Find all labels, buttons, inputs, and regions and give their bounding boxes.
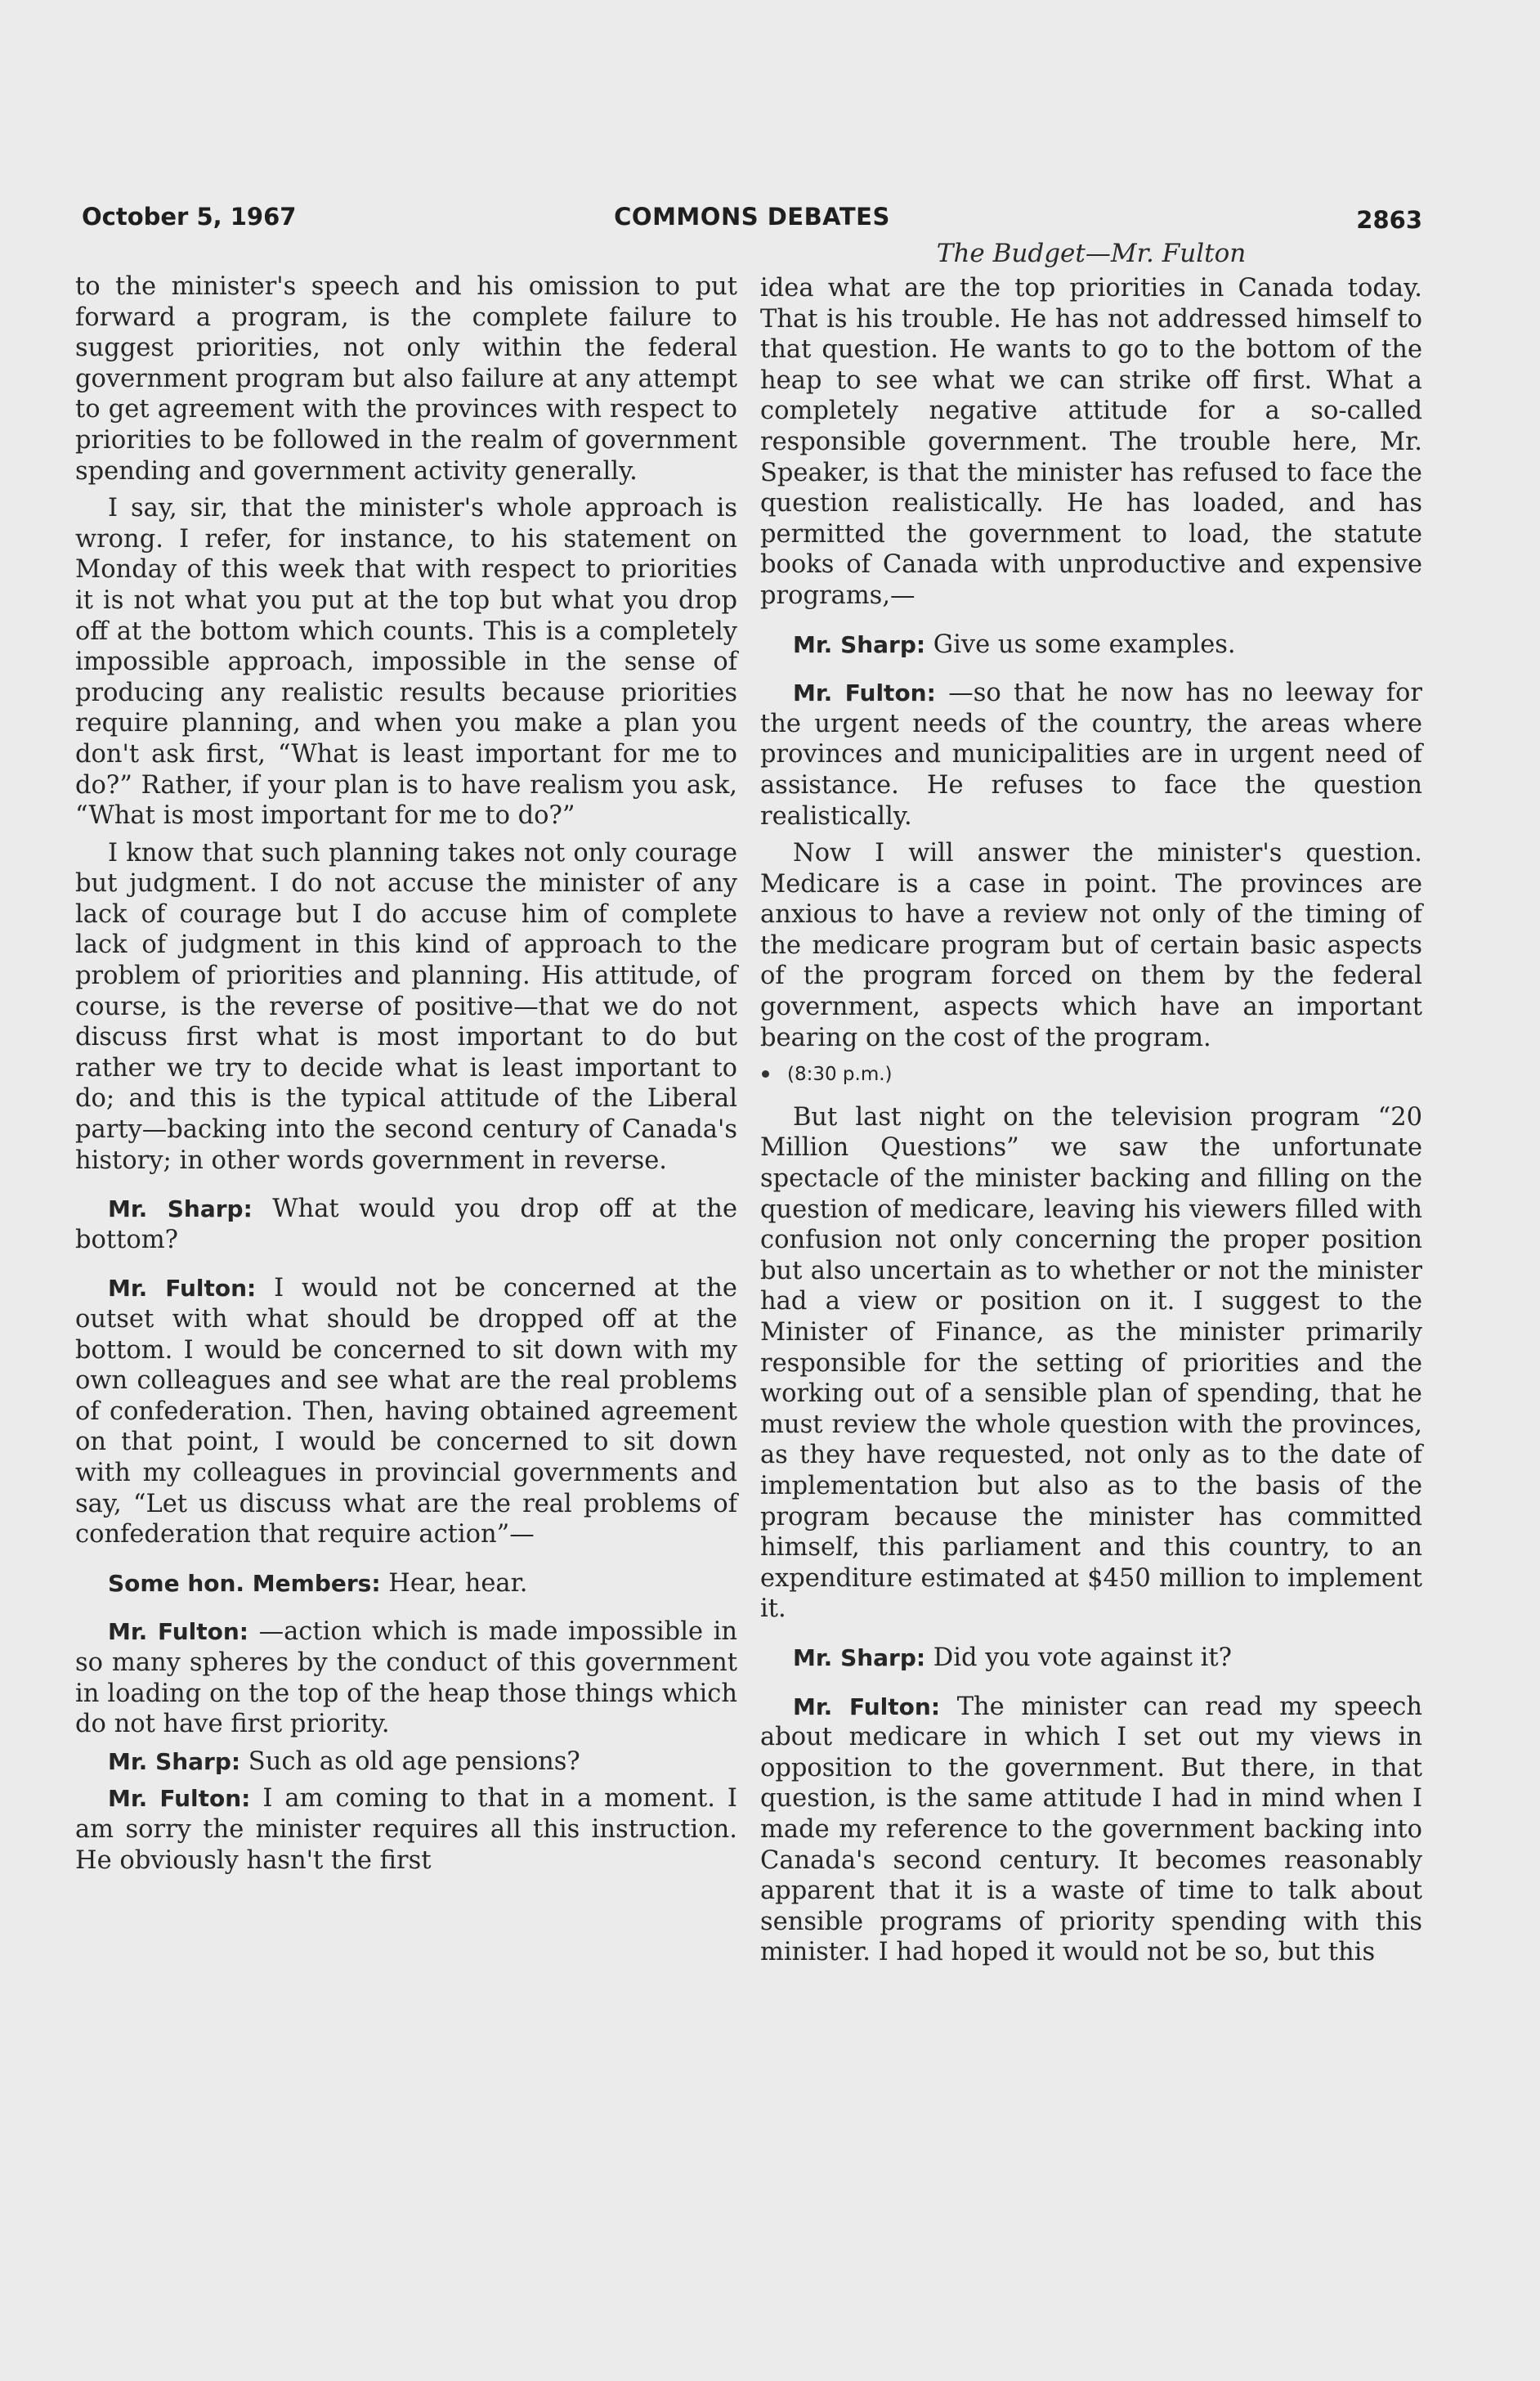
- speech-entry: [75, 1747, 737, 1778]
- speaker-name: Mr. Fulton:: [108, 1618, 248, 1646]
- speech-entry: [75, 1616, 737, 1739]
- speech-text: —so that he now has no leeway for the urgent needs of the country, the areas where provinces and municipalities are in urgent need of assistance. He refuses to face the question realistically.: [760, 679, 1422, 831]
- paragraph: But last night on the television program “20 Million Questions” we saw the unfortunate spectacle of the minister backing and filling on the question of medicare, leaving his viewers filled with confusion not only concerning the proper position but also uncertain as to whether or not the minister had a view or position on it. I suggest to the Minister of Finance, as the minister primarily responsible for the setting of priorities and the working out of a sensible plan of spending, that he must review the whole question with the provinces, as they have requested, not only as to the date of implementation but also as to the basis of the program because the minister has committed himself, this parliament and this country, to an expenditure estimated at $450 million to implement it.: [760, 1102, 1422, 1624]
- speaker-name: Mr. Sharp:: [108, 1195, 253, 1223]
- speaker-name: Some hon. Members:: [108, 1569, 381, 1597]
- header-page-number: 2863: [1356, 206, 1422, 234]
- speech-text: Such as old age pensions?: [240, 1747, 580, 1776]
- running-head: The Budget—Mr. Fulton: [936, 239, 1247, 268]
- speech-text: Did you vote against it?: [925, 1643, 1233, 1672]
- paragraph: idea what are the top priorities in Canada today. That is his trouble. He has not addressed himself to that question. He wants to go to the bottom of the heap to see what we can strike off first. What a completely negative attitude for a so-called responsible government. The trouble here, Mr. Speaker, is that the minister has refused to face the question realistically. He has loaded, and has permitted the government to load, the statute books of Canada with unproductive and expensive programs,—: [760, 274, 1422, 610]
- speech-entry: [760, 1643, 1422, 1674]
- speech-text: Hear, hear.: [380, 1568, 528, 1598]
- speaker-name: Mr. Fulton:: [108, 1785, 251, 1813]
- bullet-icon: [762, 1070, 769, 1078]
- speech-text: Give us some examples.: [925, 630, 1236, 659]
- speaker-name: Mr. Fulton:: [108, 1275, 257, 1303]
- speech-entry: [760, 630, 1422, 661]
- paragraph: I know that such planning takes not only courage but judgment. I do not accuse the minister of any lack of courage but I do accuse him of complete lack of judgment in this kind of approach to the problem of priorities and planning. His attitude, of course, is the reverse of positive—that we do not discuss first what is most important to do but rather we try to decide what is least important to do; and this is the typical attitude of the Liberal party—backing into the second century of Canada's history; in other words government in reverse.: [75, 838, 737, 1175]
- speech-entry: [75, 1273, 737, 1549]
- right-column: [760, 273, 1422, 1975]
- page-header: [82, 195, 1422, 235]
- speaker-name: Mr. Sharp:: [793, 630, 926, 658]
- paragraph: Now I will answer the minister's question. Medicare is a case in point. The provinces are anxious to have a review not only of the timing of the medicare program but of certain basic aspects of the program forced on them by the federal government, aspects which have an important bearing on the cost of the program.: [760, 839, 1422, 1052]
- speaker-name: Mr. Fulton:: [793, 679, 936, 707]
- speech-entry: [75, 1194, 737, 1255]
- paragraph: I say, sir, that the minister's whole approach is wrong. I refer, for instance, to his statement on Monday of this week that with respect to priorities it is not what you put at the top but what you drop off at the bottom which counts. This is a completely impossible approach, impossible in the sense of producing any realistic results because priorities require planning, and when you make a plan you don't ask first, “What is least important for me to do?” Rather, if your plan is to have realism you ask, “What is most important for me to do?”: [75, 494, 737, 831]
- speech-text: —action which is made impossible in so many spheres by the conduct of this government in loading on the top of the heap those things which do not have first priority.: [75, 1617, 737, 1739]
- speech-entry: [760, 678, 1422, 832]
- speech-text: The minister can read my speech about medicare in which I set out my views in opposition to the government. But there, in that question, is the same attitude I had in mind when I made my reference to the government backing into Canada's second century. It becomes reasonably apparent that it is a waste of time to talk about sensible programs of priority spending with this minister. I had hoped it would not be so, but this: [760, 1692, 1422, 1967]
- timestamp-text: (8:30 p.m.): [787, 1064, 893, 1086]
- header-journal-title: COMMONS DEBATES: [614, 203, 890, 231]
- speech-text: I am coming to that in a moment. I am sorry the minister requires all this instruction. He obviously hasn't the first: [75, 1784, 737, 1875]
- speaker-name: Mr. Sharp:: [793, 1643, 926, 1671]
- speech-entry: [75, 1568, 737, 1599]
- speech-text: I would not be concerned at the outset with what should be dropped off at the bottom. I would be concerned to sit down with my own colleagues and see what are the real problems of confederation. Then, having obtained agreement on that point, I would be concerned to sit down with my colleagues in provincial governments and say, “Let us discuss what are the real problems of confederation that require action”—: [75, 1274, 737, 1549]
- speaker-name: Mr. Sharp:: [108, 1747, 241, 1775]
- left-column: [75, 271, 737, 1882]
- speaker-name: Mr. Fulton:: [793, 1693, 941, 1720]
- speech-entry: [760, 1692, 1422, 1968]
- speech-entry: [75, 1783, 737, 1876]
- paragraph: to the minister's speech and his omission to put forward a program, is the complete failure to suggest priorities, not only within the federal government program but also failure at any attempt to get agreement with the provinces with respect to priorities to be followed in the realm of government spending and government activity generally.: [75, 272, 737, 486]
- timestamp-marker: [760, 1060, 1422, 1091]
- speech-text: What would you drop off at the bottom?: [75, 1195, 738, 1254]
- header-date: October 5, 1967: [82, 203, 297, 231]
